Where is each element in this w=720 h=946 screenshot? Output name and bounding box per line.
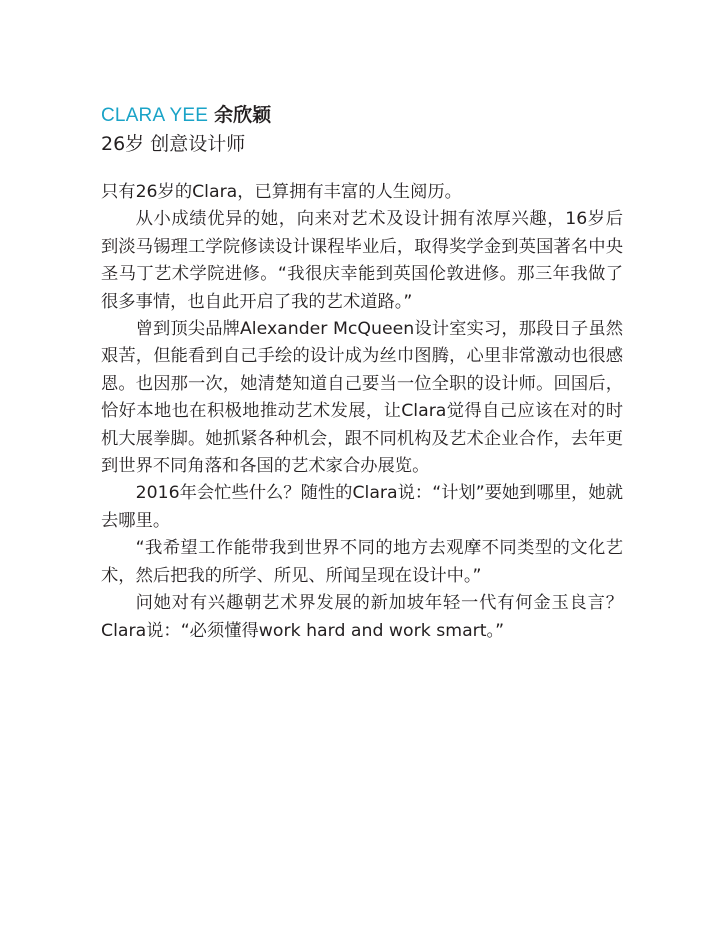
profile-name	[101, 101, 271, 130]
paragraph-quote: “我希望工作能带我到世界不同的地方去观摩不同类型的文化艺术，然后把我的所学、所见、所闻呈现在设计中。”	[101, 538, 623, 586]
article-body	[101, 179, 623, 645]
paragraph-plans: 2016年会忙些什么？随性的Clara说：“计划”要她到哪里，她就去哪里。	[101, 483, 623, 531]
name-chinese: 余欣颖	[214, 104, 272, 126]
paragraph-education: 从小成绩优异的她，向来对艺术及设计拥有浓厚兴趣，16岁后到淡马锡理工学院修读设计课程毕业后，取得奖学金到英国著名中央圣马丁艺术学院进修。“我很庆幸能到英国伦敦进修。那三年我做了很多事情，也自此开启了我的艺术道路。”	[101, 209, 623, 312]
paragraph-career: 曾到顶尖品牌Alexander McQueen设计室实习，那段日子虽然艰苦，但能看到自己手绘的设计成为丝巾图腾，心里非常激动也很感恩。也因那一次，她清楚知道自己要当一位全职的设计师。回国后，恰好本地也在积极地推动艺术发展，让Clara觉得自己应该在对的时机大展拳脚。她抓紧各种机会，跟不同机构及艺术企业合作，去年更到世界不同角落和各国的艺术家合办展览。	[101, 319, 623, 477]
profile-subtitle: 26岁 创意设计师	[101, 133, 246, 155]
paragraph-advice: 问她对有兴趣朝艺术界发展的新加坡年轻一代有何金玉良言？Clara说：“必须懂得work hard and work smart。”	[101, 593, 623, 641]
paragraph-intro: 只有26岁的Clara，已算拥有丰富的人生阅历。	[101, 182, 462, 202]
name-english: CLARA YEE	[101, 105, 209, 126]
profile-header	[101, 101, 271, 158]
